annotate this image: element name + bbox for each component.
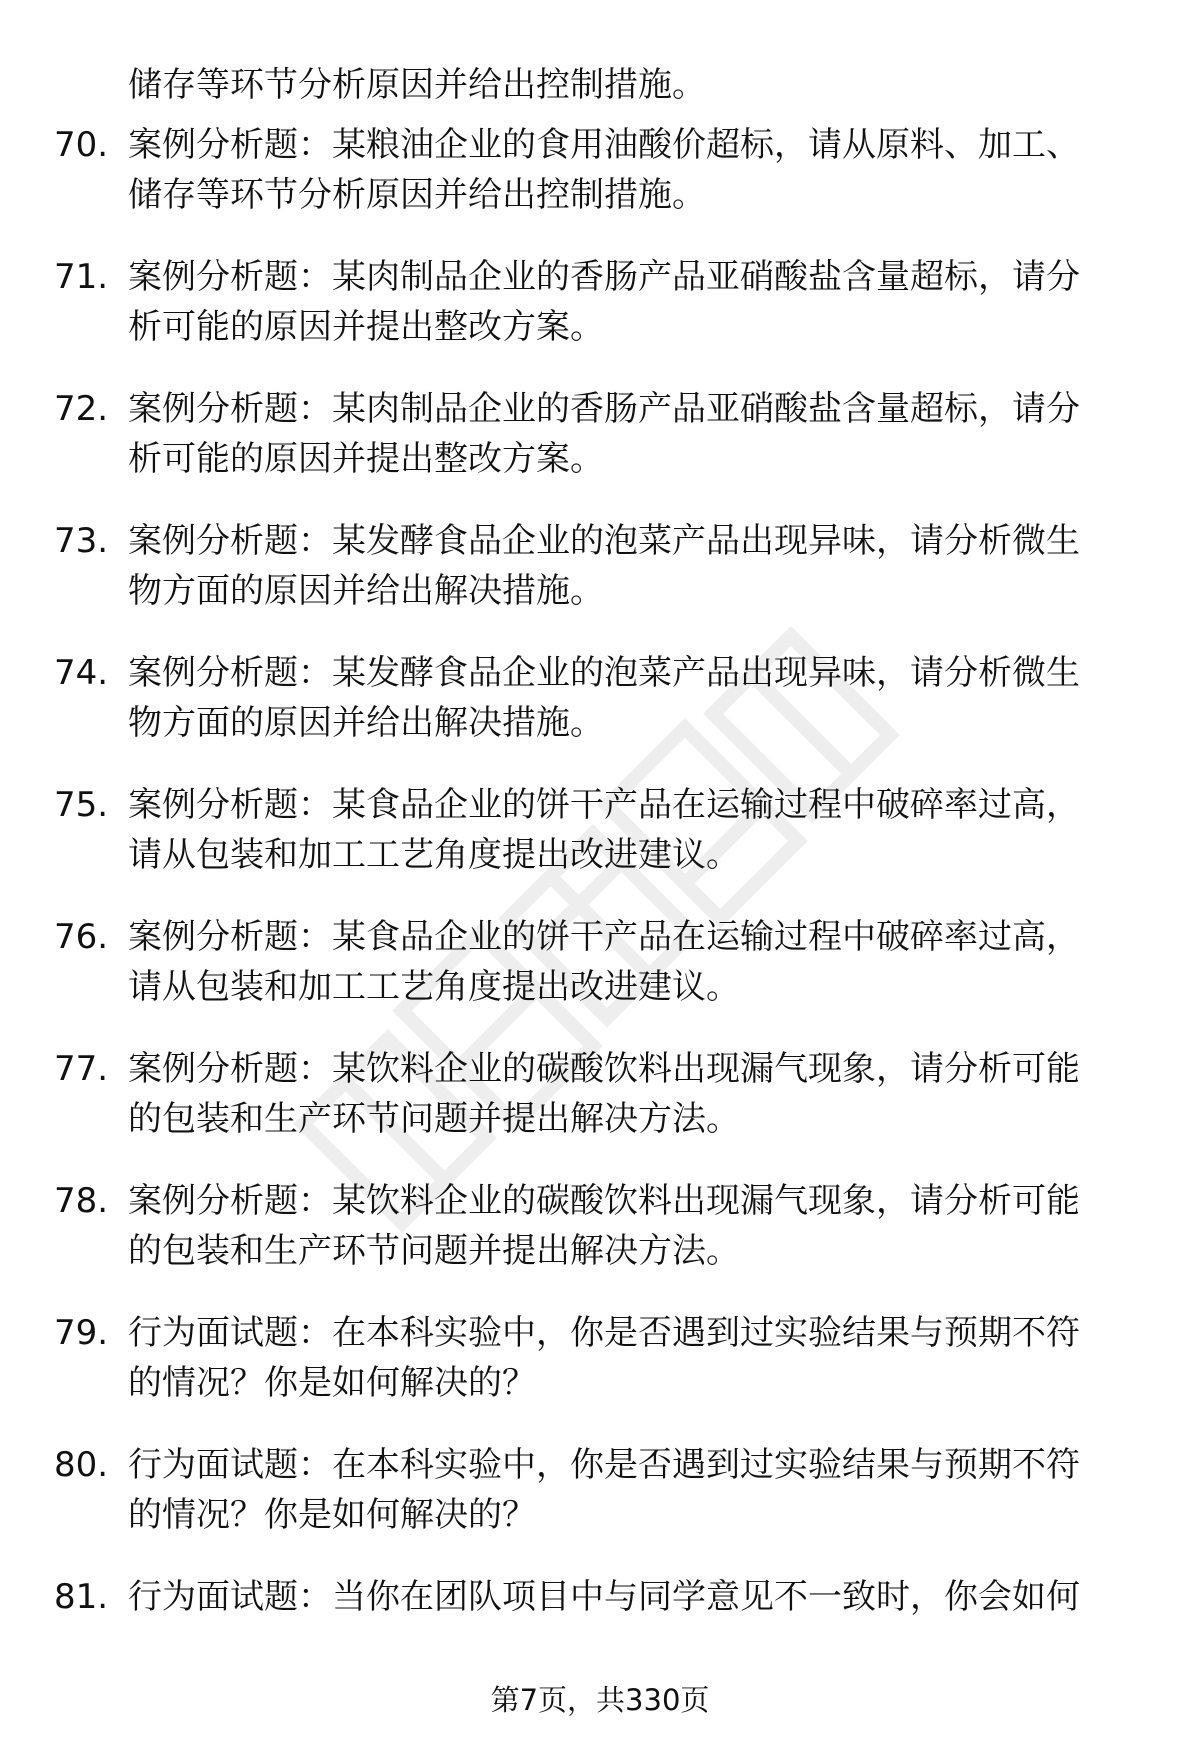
question-text-line: 行为面试题：当你在团队项目中与同学意见不一致时，你会如何	[128, 1577, 1080, 1617]
question-item	[0, 516, 1200, 648]
question-item	[0, 1044, 1200, 1176]
question-text-line: 储存等环节分析原因并给出控制措施。	[128, 175, 706, 215]
question-text-line: 案例分析题：某发酵食品企业的泡菜产品出现异味，请分析微生	[128, 521, 1080, 561]
question-text-line: 物方面的原因并给出解决措施。	[128, 571, 604, 611]
question-text-line: 析可能的原因并提出整改方案。	[128, 307, 604, 347]
question-text	[128, 252, 1128, 352]
question-number: 71.	[54, 257, 109, 297]
question-text-line: 案例分析题：某肉制品企业的香肠产品亚硝酸盐含量超标，请分	[128, 389, 1080, 429]
question-text	[128, 1440, 1128, 1540]
question-text-line: 案例分析题：某食品企业的饼干产品在运输过程中破碎率过高，	[128, 785, 1080, 825]
question-number: 74.	[54, 653, 109, 693]
question-text	[128, 120, 1128, 220]
question-item	[0, 912, 1200, 1044]
question-text-line: 案例分析题：某饮料企业的碳酸饮料出现漏气现象，请分析可能	[128, 1049, 1080, 1089]
question-number: 72.	[54, 389, 109, 429]
question-item	[0, 780, 1200, 912]
question-text-line: 案例分析题：某发酵食品企业的泡菜产品出现异味，请分析微生	[128, 653, 1080, 693]
question-text	[128, 1044, 1128, 1144]
question-item	[0, 1176, 1200, 1308]
question-text-line: 行为面试题：在本科实验中，你是否遇到过实验结果与预期不符	[128, 1445, 1080, 1485]
question-text	[128, 384, 1128, 484]
question-item	[0, 384, 1200, 516]
question-text-line: 行为面试题：在本科实验中，你是否遇到过实验结果与预期不符	[128, 1313, 1080, 1353]
question-number: 77.	[54, 1049, 109, 1089]
question-text-line: 的包装和生产环节问题并提出解决方法。	[128, 1231, 740, 1271]
question-text-line: 的包装和生产环节问题并提出解决方法。	[128, 1099, 740, 1139]
question-number: 73.	[54, 521, 109, 561]
question-item	[0, 1440, 1200, 1572]
question-item	[0, 648, 1200, 780]
question-number: 79.	[54, 1313, 109, 1353]
question-text-line: 案例分析题：某粮油企业的食用油酸价超标，请从原料、加工、	[128, 125, 1080, 165]
question-text	[128, 1572, 1128, 1622]
question-text-line: 请从包装和加工工艺角度提出改进建议。	[128, 967, 740, 1007]
question-text	[128, 912, 1128, 1012]
question-item	[0, 120, 1200, 252]
question-item	[0, 1308, 1200, 1440]
question-text-line: 的情况？你是如何解决的？	[128, 1363, 536, 1403]
continued-text-line: 储存等环节分析原因并给出控制措施。	[128, 65, 706, 105]
question-text-line: 物方面的原因并给出解决措施。	[128, 703, 604, 743]
question-number: 75.	[54, 785, 109, 825]
question-text-line: 的情况？你是如何解决的？	[128, 1495, 536, 1535]
question-number: 76.	[54, 917, 109, 957]
question-number: 80.	[54, 1445, 109, 1485]
question-number: 81.	[54, 1577, 109, 1617]
question-list	[0, 120, 1200, 1704]
question-text	[128, 516, 1128, 616]
question-text-line: 析可能的原因并提出整改方案。	[128, 439, 604, 479]
question-text	[128, 648, 1128, 748]
question-text	[128, 1308, 1128, 1408]
question-text	[128, 1176, 1128, 1276]
question-item	[0, 252, 1200, 384]
page-footer: 第7页，共330页	[490, 1683, 710, 1717]
question-text-line: 请从包装和加工工艺角度提出改进建议。	[128, 835, 740, 875]
question-text-line: 案例分析题：某饮料企业的碳酸饮料出现漏气现象，请分析可能	[128, 1181, 1080, 1221]
question-text-line: 案例分析题：某食品企业的饼干产品在运输过程中破碎率过高，	[128, 917, 1080, 957]
question-number: 70.	[54, 125, 109, 165]
question-text-line: 案例分析题：某肉制品企业的香肠产品亚硝酸盐含量超标，请分	[128, 257, 1080, 297]
question-number: 78.	[54, 1181, 109, 1221]
question-text	[128, 780, 1128, 880]
